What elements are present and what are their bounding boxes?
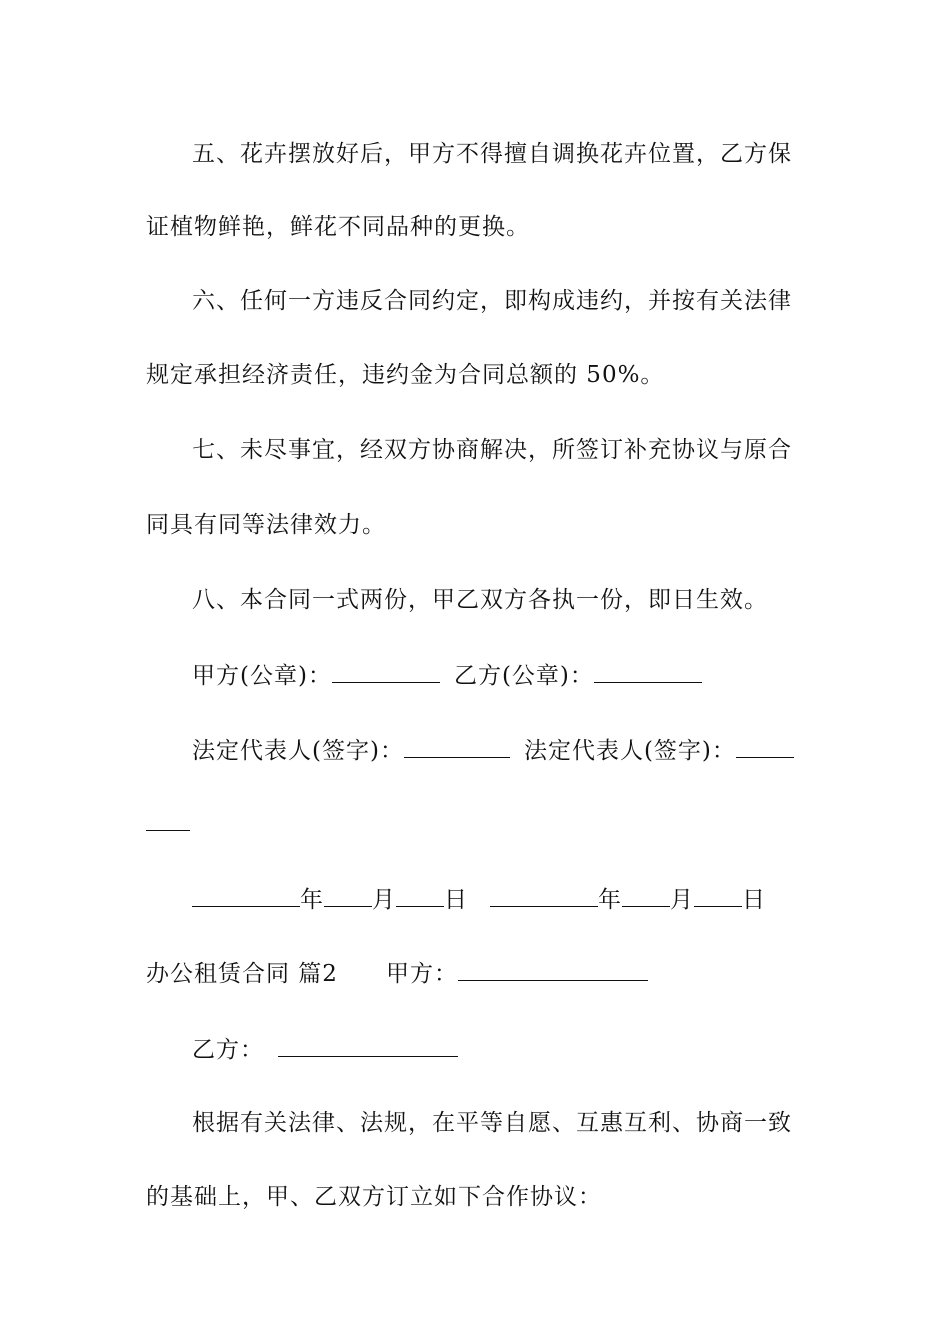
seal-line bbox=[192, 660, 852, 691]
party-b-line bbox=[192, 1034, 852, 1065]
party-a-rep-label: 法定代表人(签字)： bbox=[192, 738, 404, 764]
party-b-seal-blank bbox=[594, 660, 702, 683]
party-a-day-blank bbox=[396, 884, 444, 907]
date-line bbox=[192, 884, 852, 915]
clause-8-line: 八、本合同一式两份，甲乙双方各执一份，即日生效。 bbox=[192, 587, 768, 613]
day-label-b: 日 bbox=[742, 887, 766, 913]
year-label-a: 年 bbox=[300, 887, 324, 913]
clause-7-line-1: 七、未尽事宜，经双方协商解决，所签订补充协议与原合 bbox=[192, 437, 792, 463]
party-a-rep-blank bbox=[404, 735, 510, 758]
contract-title-line bbox=[146, 958, 806, 989]
day-label-a: 日 bbox=[444, 887, 468, 913]
party-b-rep-blank-continued bbox=[146, 808, 190, 831]
clause-5-line-2: 证植物鲜艳，鲜花不同品种的更换。 bbox=[146, 214, 530, 240]
party-a-seal-label: 甲方(公章)： bbox=[192, 663, 332, 689]
party-b-year-blank bbox=[490, 884, 598, 907]
month-label-a: 月 bbox=[372, 887, 396, 913]
preamble-line-1: 根据有关法律、法规，在平等自愿、互惠互利、协商一致 bbox=[192, 1110, 792, 1136]
month-label-b: 月 bbox=[670, 887, 694, 913]
party-b-rep-label: 法定代表人(签字)： bbox=[523, 738, 736, 764]
representative-line bbox=[192, 735, 852, 766]
party-b-blank bbox=[278, 1034, 458, 1057]
party-b-rep-blank bbox=[736, 735, 794, 758]
preamble-line-2: 的基础上，甲、乙双方订立如下合作协议： bbox=[146, 1184, 602, 1210]
clause-6-line-1: 六、任何一方违反合同约定，即构成违约，并按有关法律 bbox=[192, 288, 792, 314]
clause-5-line-1: 五、花卉摆放好后，甲方不得擅自调换花卉位置，乙方保 bbox=[192, 141, 792, 167]
party-a-label: 甲方： bbox=[385, 961, 458, 987]
party-b-month-blank bbox=[622, 884, 670, 907]
clause-7-line-2: 同具有同等法律效力。 bbox=[146, 512, 386, 538]
party-b-label: 乙方： bbox=[192, 1037, 264, 1063]
year-label-b: 年 bbox=[598, 887, 622, 913]
party-a-blank bbox=[458, 958, 648, 981]
clause-6-line-2: 规定承担经济责任，违约金为合同总额的 50%。 bbox=[146, 362, 665, 388]
representative-line-continued bbox=[146, 808, 806, 839]
party-a-seal-blank bbox=[332, 660, 440, 683]
party-b-seal-label: 乙方(公章)： bbox=[453, 663, 594, 689]
contract-title: 办公租赁合同 篇2 bbox=[146, 961, 338, 987]
party-a-year-blank bbox=[192, 884, 300, 907]
party-b-day-blank bbox=[694, 884, 742, 907]
party-a-month-blank bbox=[324, 884, 372, 907]
